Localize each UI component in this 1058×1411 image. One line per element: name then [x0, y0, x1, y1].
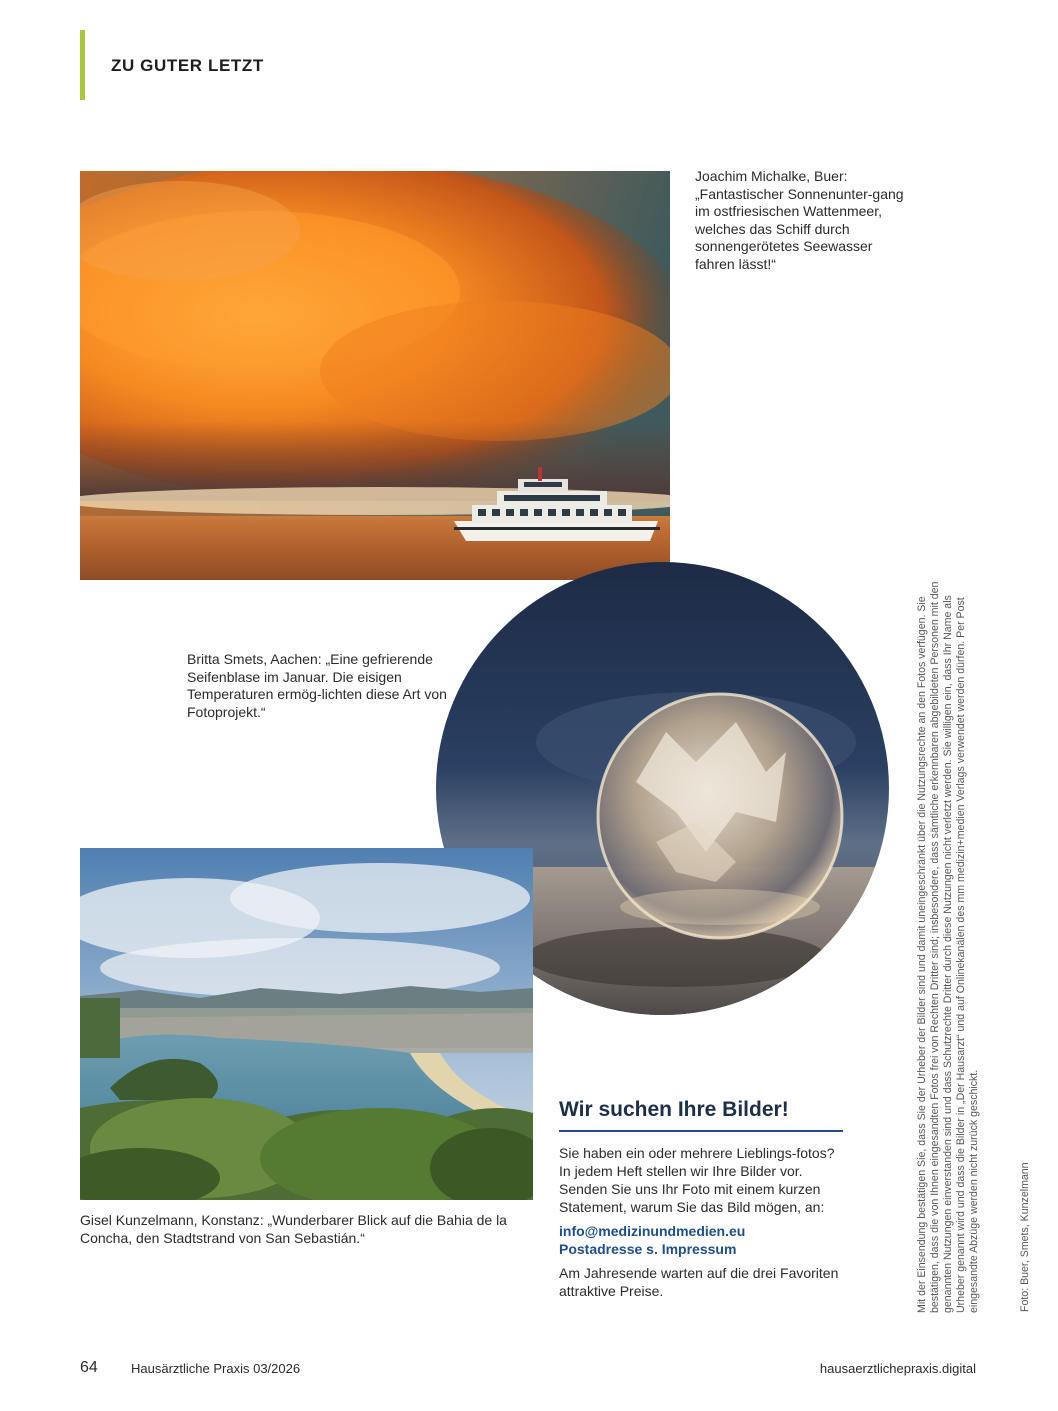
section-accent-bar: [80, 30, 85, 100]
submission-text: Sie haben ein oder mehrere Lieblings-fotos? In jedem Heft stellen wir Ihre Bilder vor. Senden Sie uns Ihr Foto mit einem kurzen Statement, warum Sie das Bild mögen, an:: [559, 1145, 835, 1215]
submission-prize-note: Am Jahresende warten auf die drei Favoriten attraktive Preise.: [559, 1265, 839, 1299]
sunset-ferry-photo: [80, 171, 670, 580]
photo-credit: Foto: Buer, Smets, Kunzelmann: [1019, 1162, 1031, 1312]
submission-title: Wir suchen Ihre Bilder!: [559, 1098, 843, 1132]
sunset-photo-caption: Joachim Michalke, Buer: „Fantastischer Sonnenunter-gang im ostfriesischen Wattenmeer, welches das Schiff durch sonnengerötetes Seewasser fahren lässt!“: [695, 168, 904, 272]
submission-postal-note: Postadresse s. Impressum: [559, 1241, 737, 1257]
submission-email-link[interactable]: info@medizinundmedien.eu: [559, 1223, 746, 1239]
photo-submission-box: [559, 1098, 843, 1300]
page-number: 64: [80, 1359, 98, 1376]
legal-notice: Mit der Einsendung bestätigen Sie, dass Sie der Urheber der Bilder sind und damit uneingeschränkt über die Nutzungsrechte an den Fotos verfügen. Sie bestätigen, dass die von Ihnen eingesandten Fotos frei von Rechten Dritter sind; insbesondere, dass sämtliche erkennbaren abgebildeten Personen mit den genannten Nutzungen einverstanden sind und dass Schutzrechte Dritter durch diese Nutzungen nicht verletzt werden. Sie willigen ein, dass Ihr Name als Urheber genannt wird und dass die Bilder in „Der Hausarzt“ und auf Onlinekanälen des mm medizin+medien Verlags verwendet werden dürfen. Per Post eingesandte Abzüge werden nicht zurück geschickt.: [916, 581, 981, 1313]
bubble-photo-caption: Britta Smets, Aachen: „Eine gefrierende Seifenblase im Januar. Die eisigen Temperaturen ermög-lichten diese Art von Fotoprojekt.“: [187, 651, 447, 720]
journal-url[interactable]: hausaerztlichepraxis.digital: [819, 1361, 976, 1376]
legal-notice-container: [916, 575, 982, 1313]
section-title: ZU GUTER LETZT: [111, 56, 264, 75]
journal-name: Hausärztliche Praxis 03/2026: [131, 1361, 301, 1376]
photo-credit-container: [1018, 1140, 1032, 1312]
bay-photo-caption: Gisel Kunzelmann, Konstanz: „Wunderbarer Blick auf die Bahia de la Concha, den Stadtstrand von San Sebastián.“: [80, 1212, 507, 1246]
bay-view-photo: [80, 848, 533, 1200]
